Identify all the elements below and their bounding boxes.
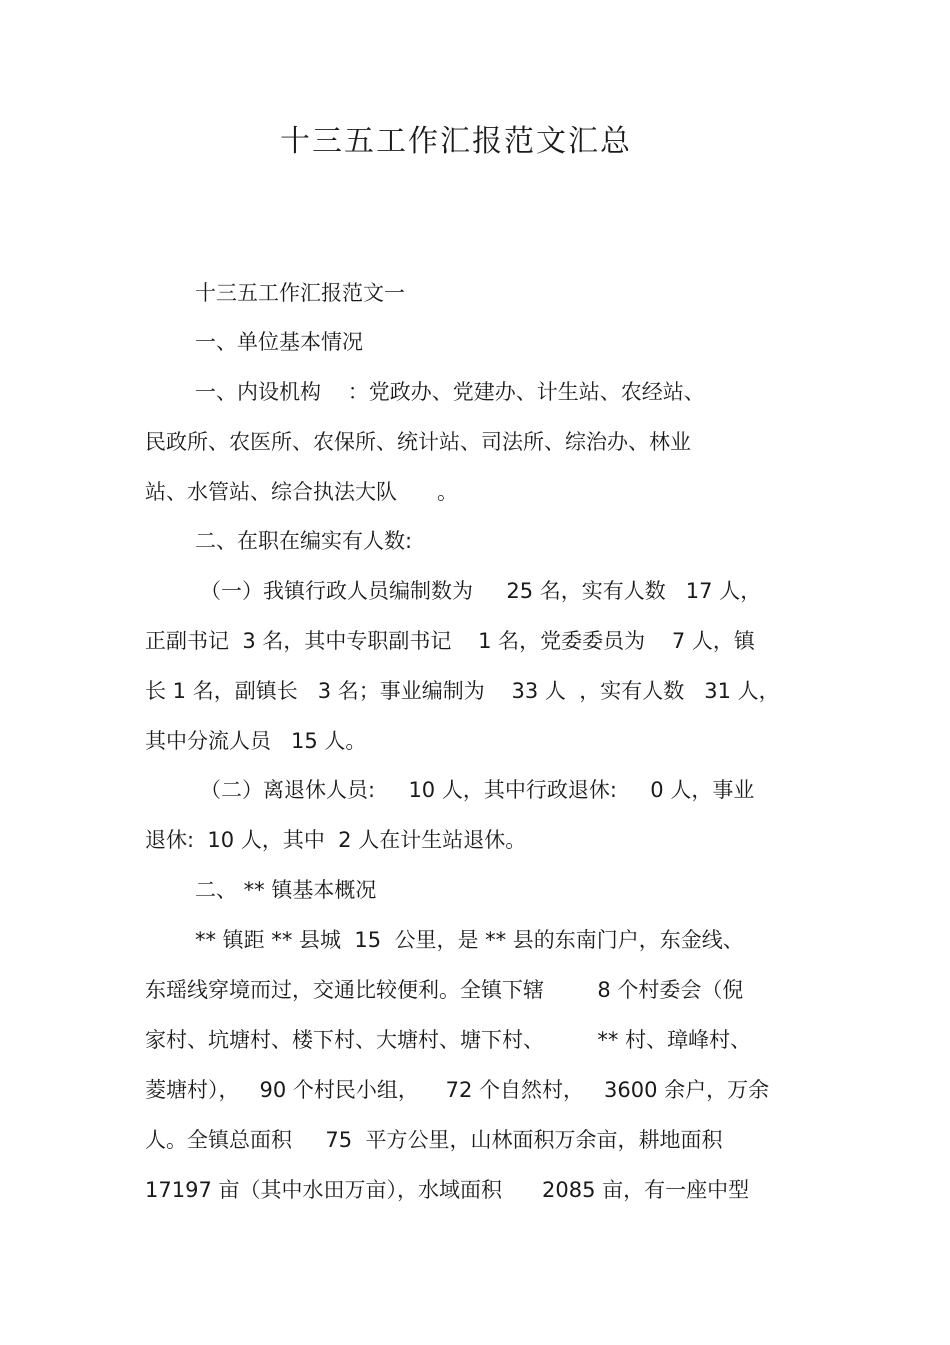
paragraph-line: 一、内设机构 ：党政办、党建办、计生站、农经站、 (195, 380, 705, 404)
paragraph-line: ** 镇距 ** 县城 15 公里，是 ** 县的东南门户，东金线、 (195, 928, 744, 952)
paragraph-line: 人。全镇总面积 75 平方公里，山林面积万余亩，耕地面积 (145, 1128, 723, 1152)
paragraph-line: 民政所、农医所、农保所、统计站、司法所、综治办、林业 (145, 430, 691, 454)
paragraph-line: 长 1 名，副镇长 3 名；事业编制为 33 人 ，实有人数 31 人， (145, 679, 780, 703)
paragraph-line: 其中分流人员 15 人。 (145, 729, 367, 753)
paragraph-line: 菱塘村）， 90 个村民小组， 72 个自然村， 3600 余户，万余 (145, 1078, 770, 1102)
paragraph-line: 二、在职在编实有人数: (195, 529, 413, 553)
paragraph-line: 17197 亩（其中水田万亩），水域面积 2085 亩，有一座中型 (145, 1178, 750, 1202)
paragraph-line: 站、水管站、综合执法大队 。 (145, 480, 459, 504)
paragraph-line: （一）我镇行政人员编制数为 25 名，实有人数 17 人， (200, 579, 762, 603)
subsection-heading: 一、单位基本情况 (195, 330, 363, 354)
paragraph-line: （二）离退休人员: 10 人，其中行政退休: 0 人，事业 (200, 778, 755, 802)
section-heading: 十三五工作汇报范文一 (195, 281, 405, 305)
paragraph-line: 正副书记 3 名，其中专职副书记 1 名，党委委员为 7 人，镇 (145, 629, 755, 653)
document-title: 十三五工作汇报范文汇总 (280, 124, 632, 159)
subsection-heading: 二、 ** 镇基本概况 (195, 878, 377, 902)
paragraph-line: 退休: 10 人，其中 2 人在计生站退休。 (145, 828, 527, 852)
paragraph-line: 家村、坑塘村、楼下村、大塘村、塘下村、 ** 村、璋峰村、 (145, 1028, 752, 1052)
paragraph-line: 东瑶线穿境而过，交通比较便利。全镇下辖 8 个村委会（倪 (145, 978, 744, 1002)
